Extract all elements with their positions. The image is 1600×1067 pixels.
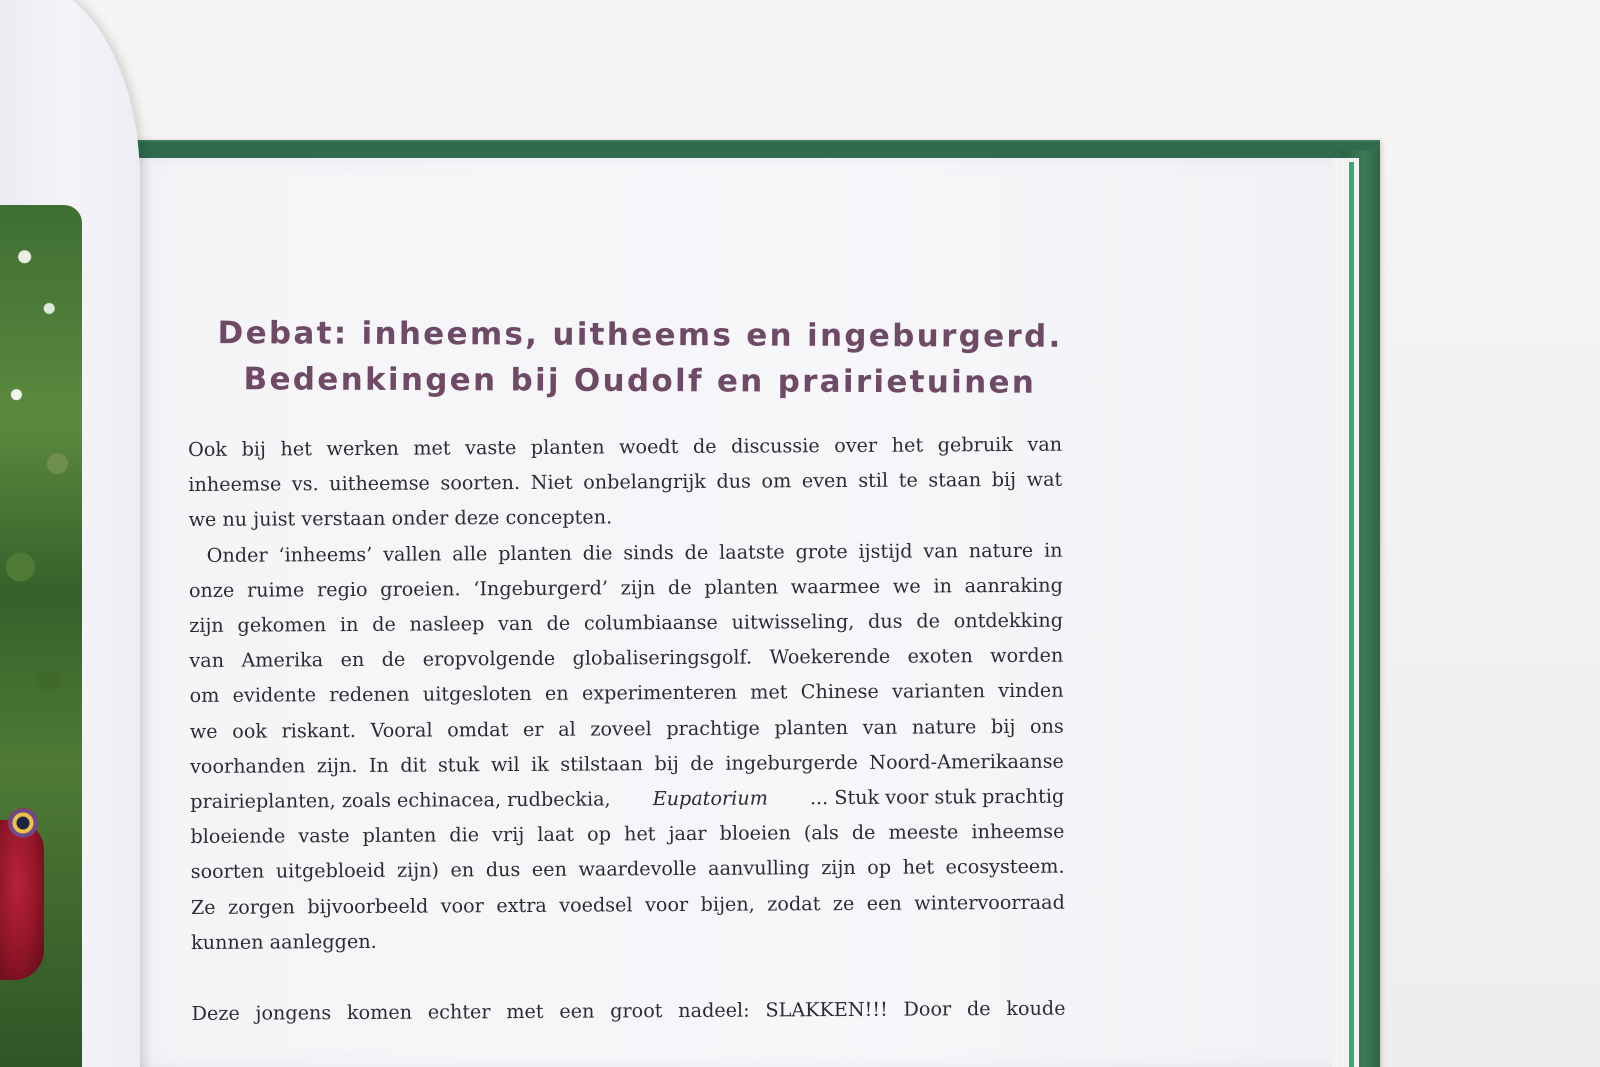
word: de [372, 612, 396, 636]
text-line [190, 673, 1064, 714]
word: onbelangrijk [583, 470, 706, 494]
word: wintervoorraad [914, 890, 1065, 915]
word: zijn) [396, 858, 440, 883]
word: het [902, 855, 935, 880]
word: nadeel: [678, 998, 750, 1023]
word: eropvolgende [422, 646, 556, 671]
word: wil [490, 752, 520, 776]
word: dus [485, 858, 521, 882]
word: uitgebloeid [275, 859, 386, 883]
word: de [690, 751, 714, 775]
word: we [892, 574, 921, 598]
word: op [867, 856, 892, 880]
word: over [834, 433, 878, 458]
paragraph-gap [191, 955, 1065, 996]
word: waardevolle [578, 857, 697, 882]
word: de [966, 997, 991, 1021]
word: met [750, 680, 788, 704]
word: Niet [530, 470, 573, 495]
text-line: kunnen aanleggen. [191, 929, 377, 954]
word: Amerika [241, 648, 324, 672]
word: in [933, 574, 952, 598]
word: alle [452, 541, 488, 565]
word: zijn. [316, 753, 358, 778]
word: stilstaan [560, 752, 644, 776]
word: gebruik [937, 432, 1013, 457]
page-heading [150, 310, 1130, 406]
word: komen [346, 1000, 413, 1025]
text-line [191, 849, 1065, 890]
butterfly-eyespot [8, 808, 38, 838]
word: vrij [492, 823, 525, 847]
text-line-with-italic [190, 779, 1064, 820]
text-line [190, 743, 1064, 784]
text-line [189, 532, 1063, 573]
word: groeien. [380, 577, 461, 601]
text-line [188, 427, 1062, 468]
word: het [280, 437, 313, 461]
word: wat [1026, 467, 1063, 492]
word: laatste [719, 539, 785, 564]
word: ecosysteem. [945, 855, 1065, 879]
word: soorten [190, 859, 265, 884]
word: stuk [437, 753, 480, 777]
text-line [189, 603, 1063, 644]
word: SLAKKEN!!! [765, 997, 888, 1022]
word: vs. [291, 472, 319, 496]
word: groot [610, 999, 663, 1023]
word: Deze [191, 1001, 240, 1026]
word: een [866, 891, 902, 915]
word: sinds [623, 540, 674, 564]
text-line [190, 708, 1064, 749]
word: ijstijd [858, 539, 913, 563]
word: uitwisseling, [731, 609, 855, 634]
word: Vooral [370, 718, 433, 742]
word: de [684, 540, 709, 564]
word: die [449, 823, 480, 847]
word: omdat [447, 717, 509, 742]
word: gekomen [237, 613, 327, 637]
word: ingeburgerde [725, 750, 858, 775]
text-line [189, 638, 1063, 679]
word: in [1044, 538, 1063, 562]
text-line [190, 814, 1064, 855]
word: nature [911, 714, 977, 739]
text-segment: ... Stuk voor stuk prachtig [809, 784, 1065, 810]
word: dus [716, 469, 752, 493]
word: (als [803, 821, 839, 845]
word: staan [928, 468, 982, 492]
word: er [522, 717, 544, 741]
word: extra [496, 893, 547, 917]
word: worden [990, 643, 1064, 668]
word: koude [1006, 996, 1066, 1021]
word: de [546, 611, 571, 635]
word: ze [832, 891, 855, 915]
word: planten [704, 575, 779, 599]
word: evidente [232, 683, 317, 708]
word: In [368, 753, 389, 777]
heading-line-1: Debat: inheems, uitheems en ingeburgerd. [217, 315, 1063, 355]
word: varianten [892, 679, 986, 704]
word: Onder [206, 543, 268, 567]
word: echter [427, 1000, 491, 1024]
text-line [189, 567, 1063, 608]
word: met [413, 436, 451, 460]
word: ‘inheems’ [278, 542, 373, 567]
word: om [189, 684, 220, 708]
word: bijvoorbeeld [307, 894, 429, 918]
text-segment: prairieplanten, zoals echinacea, rudbeckia, [190, 787, 611, 814]
word: planten [362, 823, 437, 848]
word: vallen [383, 542, 442, 566]
word: die [582, 541, 613, 565]
word: zijn [189, 613, 224, 638]
word: vaste [298, 824, 350, 848]
word: we [189, 719, 218, 743]
word: en [450, 858, 475, 882]
word: werken [326, 436, 399, 461]
word: uitheemse [329, 471, 430, 496]
body-text [188, 427, 1066, 1032]
word: planten [530, 435, 605, 459]
word: nature [968, 538, 1034, 562]
word: de [667, 575, 692, 599]
word: planten [498, 541, 572, 565]
word: planten [774, 715, 849, 740]
word: waarmee [790, 574, 881, 599]
green-endpaper-edge [1349, 162, 1354, 1067]
word: voor [644, 892, 689, 916]
peacock-butterfly-wing [0, 820, 44, 980]
word: soorten. [440, 471, 521, 495]
word: experimenteren [581, 681, 738, 706]
word: vaste [465, 435, 517, 460]
word: inheemse [188, 472, 282, 497]
word: een [531, 858, 567, 882]
word: al [558, 717, 576, 741]
word: Woekerende [769, 644, 891, 669]
word: meeste [888, 820, 959, 844]
word: discussie [731, 434, 820, 458]
word: en [544, 682, 569, 706]
word: bij [991, 468, 1017, 492]
text-line: we nu juist verstaan onder deze concepten. [188, 505, 613, 532]
word: de [916, 609, 941, 633]
word: Chinese [800, 680, 879, 704]
word: zorgen [227, 894, 295, 919]
word: van [1027, 432, 1063, 456]
word: grote [795, 539, 848, 563]
word: zodat [767, 891, 821, 916]
word: dus [868, 609, 903, 633]
italic-plant-name: Eupatorium [652, 786, 768, 811]
word: ik [531, 752, 549, 776]
word: onze [188, 578, 235, 602]
word: zijn [620, 575, 656, 600]
word: aanvulling [708, 856, 810, 881]
word: voorhanden [189, 754, 306, 778]
word: columbiaanse [583, 610, 718, 635]
word: op [587, 822, 612, 846]
word: Door [903, 997, 952, 1021]
word: te [898, 468, 918, 492]
word: inheemse [971, 819, 1065, 844]
word: bijen, [700, 892, 755, 916]
word: woedt [618, 435, 679, 459]
word: jaar [668, 822, 707, 846]
word: voedsel [559, 892, 633, 917]
word: ontdekking [953, 608, 1064, 633]
word: even [801, 469, 848, 493]
word: ruime [247, 578, 305, 602]
word: prachtige [666, 716, 760, 740]
word: stil [858, 468, 889, 493]
word: laat [537, 822, 575, 847]
word: van [923, 538, 959, 563]
word: nasleep [409, 612, 485, 636]
word: van [189, 649, 225, 673]
word: de [851, 821, 876, 845]
word: ons [1029, 714, 1064, 738]
word: het [891, 433, 924, 457]
word: ook [232, 719, 268, 743]
word: en [340, 648, 365, 672]
word: Ook [188, 437, 228, 461]
word: de [381, 647, 406, 672]
word: riskant. [281, 718, 357, 743]
word: om [761, 469, 792, 493]
word: dit [400, 753, 427, 777]
text-line [191, 991, 1065, 1032]
word: Noord-Amerikaanse [869, 749, 1064, 774]
word: zijn [821, 856, 856, 880]
word: vinden [998, 679, 1064, 703]
word: aanraking [964, 573, 1063, 598]
heading-line-2: Bedenkingen bij Oudolf en prairietuinen [243, 361, 1037, 401]
word: het [623, 822, 656, 846]
word: regio [316, 577, 368, 602]
word: van [862, 715, 898, 739]
text-line [191, 884, 1065, 925]
word: globaliseringsgolf. [572, 645, 753, 670]
word: uitgesloten [422, 682, 532, 706]
word: exoten [907, 644, 973, 668]
word: jongens [255, 1001, 332, 1025]
word: bij [654, 751, 679, 775]
word: de [692, 434, 717, 458]
word: Ze [190, 895, 216, 919]
word: zoveel [590, 716, 652, 741]
text-line [188, 462, 1062, 503]
word: bij [990, 714, 1016, 738]
word: ‘Ingeburgerd’ [473, 576, 609, 601]
word: in [339, 612, 359, 637]
word: bloeien [719, 821, 791, 845]
word: van [498, 611, 533, 636]
word: met [506, 999, 544, 1024]
word: redenen [329, 683, 410, 707]
word: voor [440, 893, 484, 918]
word: bij [241, 437, 267, 461]
word: een [559, 999, 595, 1023]
word: bloeiende [190, 824, 286, 849]
